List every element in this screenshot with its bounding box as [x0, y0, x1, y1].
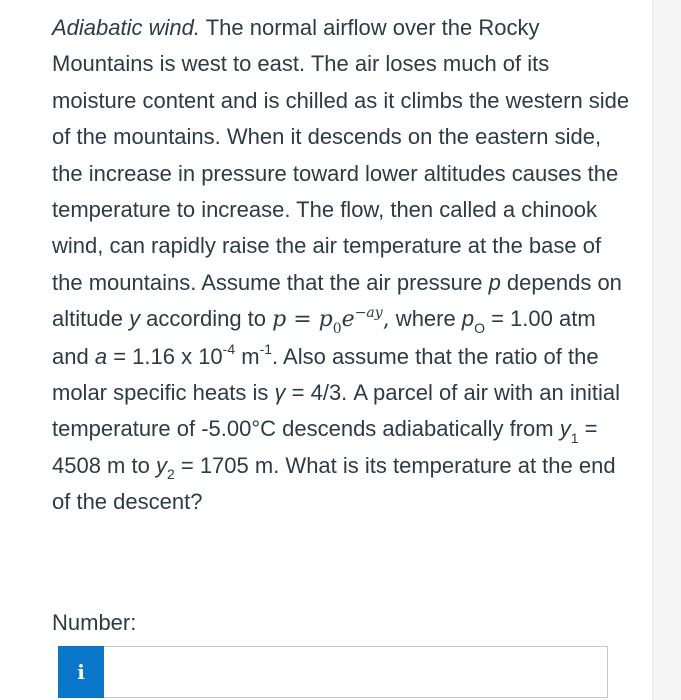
number-label: Number: [52, 610, 137, 635]
info-icon[interactable]: i [58, 646, 104, 698]
number-input[interactable] [104, 646, 608, 698]
answer-row [58, 646, 608, 698]
problem-title: Adiabatic wind. [52, 15, 200, 40]
right-margin [653, 0, 681, 700]
pressure-equation: $p = p_0e^{-ay}$, [272, 304, 390, 337]
problem-text: Adiabatic wind. The normal airflow over the Rocky Mountains is west to east. The air loses much of its moisture content and is chilled as it climbs the western side of the mountains. When it descends on the eastern side, the increase in pressure toward lower altitudes causes the temperature to increase. The flow, then called a chinook wind, can rapidly raise the air temperature at the base of the mountains. Assume that the air pressure p depends on altitude y according to $p = p_0e^{-ay}$, where $p_O = 1.00$ atm and a = 1.16 x $10^{-4}$ $m^{-1}$. Also assume that the ratio of the molar specific heats is γ = 4/3. A parcel of air with an initial temperature of -5.00°C descends adiabatically from $y_1 = 4508$ m to $y_2 = 1705$ m. What is its temperature at the end of the descent? [52, 15, 630, 515]
